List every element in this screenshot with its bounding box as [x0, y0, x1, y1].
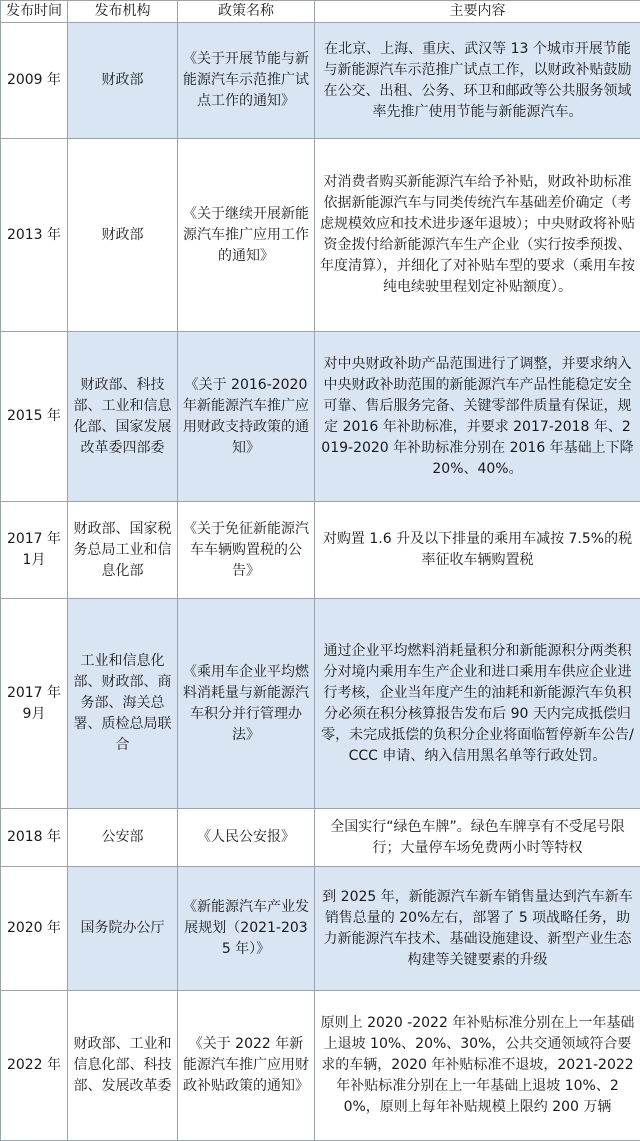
- policy-name: 《关于免征新能源汽车车辆购置税的公告》: [178, 502, 315, 599]
- table-row: [1, 867, 640, 991]
- policy-name: 《关于开展节能与新能源汽车示范推广试点工作的通知》: [178, 23, 315, 139]
- policy-name: 《人民公安报》: [178, 809, 315, 867]
- publish-time: 2017 年 1月: [1, 502, 68, 599]
- policy-content: 到 2025 年，新能源汽车新车销售量达到汽车新车销售总量的 20%左右，部署了 5 项战略任务，助力新能源汽车技术、基础设施建设、新型产业生态构建等关键要素的升级: [315, 867, 640, 991]
- table-row: [1, 139, 640, 332]
- publish-agency: 财政部: [68, 139, 178, 332]
- header-time: 发布时间: [1, 1, 68, 23]
- table-row: [1, 991, 640, 1141]
- policy-content: 对购置 1.6 升及以下排量的乘用车减按 7.5%的税率征收车辆购置税: [315, 502, 640, 599]
- header-content: 主要内容: [315, 1, 640, 23]
- policy-content: 全国实行“绿色车牌”。绿色车牌享有不受尾号限行；大量停车场免费两小时等特权: [315, 809, 640, 867]
- policy-content: 原则上 2020 -2022 年补贴标准分别在上一年基础上退坡 10%、20%、30%，公共交通领域符合要求的车辆，2020 年补贴标准不退坡，2021-2022 年补贴标准分别在上一年基础上退坡 10%、20%，原则上每年补贴规模上限约 200 万辆: [315, 991, 640, 1141]
- policy-content: 对中央财政补助产品范围进行了调整，并要求纳入中央财政补助范围的新能源汽车产品性能稳定安全可靠、售后服务完备、关键零部件质量有保证，规定 2016 年补助标准，并要求 2017-2018 年、2019-2020 年补助标准分别在 2016 年基础上下降 20%、40%。: [315, 332, 640, 502]
- table-row: [1, 23, 640, 139]
- header-policy: 政策名称: [178, 1, 315, 23]
- publish-agency: 公安部: [68, 809, 178, 867]
- publish-agency: 财政部: [68, 23, 178, 139]
- policy-name: 《新能源汽车产业发展规划（2021-2035 年）》: [178, 867, 315, 991]
- table-row: [1, 809, 640, 867]
- table-row: [1, 599, 640, 809]
- publish-agency: 工业和信息化部、财政部、商务部、海关总署、质检总局联合: [68, 599, 178, 809]
- publish-time: 2022 年: [1, 991, 68, 1141]
- publish-time: 2020 年: [1, 867, 68, 991]
- publish-time: 2017 年 9月: [1, 599, 68, 809]
- publish-time: 2015 年: [1, 332, 68, 502]
- publish-time: 2013 年: [1, 139, 68, 332]
- header-row: [1, 1, 640, 23]
- policy-content: 通过企业平均燃料消耗量积分和新能源积分两类积分对境内乘用车生产企业和进口乘用车供应企业进行考核，企业当年度产生的油耗和新能源汽车负积分必须在积分核算报告发布后 90 天内完成抵偿归零，未完成抵偿的负积分企业将面临暂停新车公告/CCC 申请、纳入信用黑名单等行政处罚。: [315, 599, 640, 809]
- policy-content: 在北京、上海、重庆、武汉等 13 个城市开展节能与新能源汽车示范推广试点工作，以财政补贴鼓励在公交、出租、公务、环卫和邮政等公共服务领域率先推广使用节能与新能源汽车。: [315, 23, 640, 139]
- policy-content: 对消费者购买新能源汽车给予补贴，财政补助标准依据新能源汽车与同类传统汽车基础差价确定（考虑规模效应和技术进步逐年退坡）；中央财政将补贴资金拨付给新能源汽车生产企业（实行按季预拨、年度清算），并细化了对补贴车型的要求（乘用车按纯电续驶里程划定补贴额度）。: [315, 139, 640, 332]
- publish-agency: 国务院办公厅: [68, 867, 178, 991]
- policy-name: 《关于继续开展新能源汽车推广应用工作的通知》: [178, 139, 315, 332]
- publish-time: 2009 年: [1, 23, 68, 139]
- publish-agency: 财政部、国家税务总局工业和信息化部: [68, 502, 178, 599]
- publish-agency: 财政部、科技部、工业和信息化部、国家发展改革委四部委: [68, 332, 178, 502]
- publish-agency: 财政部、工业和信息化部、科技部、发展改革委: [68, 991, 178, 1141]
- table-row: [1, 502, 640, 599]
- policy-name: 《乘用车企业平均燃料消耗量与新能源汽车积分并行管理办法》: [178, 599, 315, 809]
- policy-name: 《关于 2016-2020 年新能源汽车推广应用财政支持政策的通知》: [178, 332, 315, 502]
- header-agency: 发布机构: [68, 1, 178, 23]
- publish-time: 2018 年: [1, 809, 68, 867]
- table-row: [1, 332, 640, 502]
- policy-name: 《关于 2022 年新能源汽车推广应用财政补贴政策的通知》: [178, 991, 315, 1141]
